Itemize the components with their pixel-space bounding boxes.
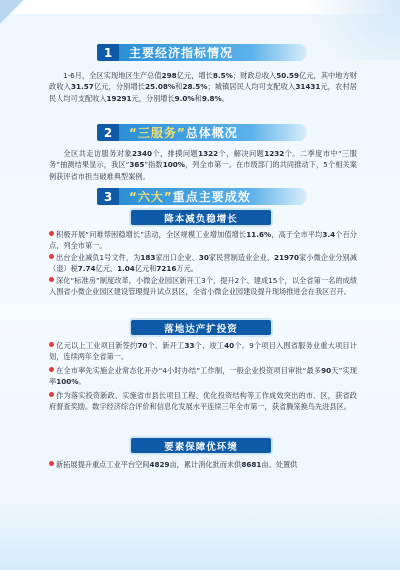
text-run: 。	[221, 93, 229, 103]
text-run: 作为落实投资新政、实施省市县长项目工程、优化投资结构等工作成效突出的市、区，获省政府督查奖励。数字经济综合评价和信息化发展水平连续三年全市第一，获省腾笼换鸟先进县区。	[49, 391, 357, 412]
paragraph-content	[49, 366, 357, 386]
text-run: 和	[194, 93, 202, 103]
text-run: 亿元和	[134, 264, 157, 274]
subsection-header-cost-reduction: 降本减负稳增长	[131, 210, 271, 225]
bold-figure: 70	[137, 341, 148, 350]
bullet-icon	[49, 461, 54, 466]
bullet-icon	[49, 254, 54, 259]
bullet-icon	[49, 231, 54, 236]
bold-figure: 11.6%	[246, 230, 272, 239]
bold-figure: 33	[184, 341, 195, 350]
bullet-icon	[49, 392, 54, 397]
paragraph-content	[49, 71, 357, 103]
bold-figure: 1.04	[117, 264, 135, 274]
text-run: 个、新开工	[147, 341, 185, 350]
bottom-wave-decoration	[0, 510, 400, 570]
subsection-2-paragraph-1	[49, 340, 357, 363]
section-1-title-text: 主要经济指标情况	[129, 46, 234, 60]
bold-figure: 21970	[274, 253, 300, 262]
bullet-icon	[49, 367, 54, 372]
subsection-1-paragraph-1	[49, 229, 357, 252]
text-run: 全区共走访服务对象	[63, 149, 132, 158]
text-run: 深化“标准房”制度改革，小微企业园区新开工3个、提升2个、建成15个，以全省第一名的成绩入围省小微企业园区建设管理提升试点县区，全省小微企业园建设提升现场推进会在我区召开。	[49, 276, 357, 297]
text-run: 个。9个项目入围省服务业重大项目计划，连续两年全省第一。	[49, 341, 357, 362]
paragraph-content	[49, 149, 357, 181]
text-run: 出台企业减负1号文件，为	[56, 253, 141, 262]
text-run: 天”实现率	[49, 366, 357, 387]
subsection-1-paragraph-2	[49, 252, 357, 275]
bold-figure: 100%	[56, 377, 79, 387]
section-2-paragraph	[49, 148, 357, 182]
text-run: 新拓展提升重点工业平台空间	[56, 460, 150, 469]
subsection-3-paragraph-1	[49, 459, 357, 470]
text-run: ，高于全市平均	[271, 230, 323, 239]
subsection-2-paragraph-2	[49, 365, 357, 388]
text-run: 个，解决问题	[218, 149, 265, 158]
bold-figure: 28.5%	[182, 82, 208, 92]
bullet-icon	[49, 277, 54, 282]
bold-figure: 30	[198, 253, 209, 262]
section-3-number: 3	[97, 188, 119, 205]
bold-figure: 31.57	[70, 82, 94, 92]
text-run: 个百分点，列全市第一。	[49, 230, 357, 251]
text-run: 万元。	[176, 264, 198, 274]
section-2-title	[119, 124, 307, 141]
text-run: 家民营制造业企业、	[208, 253, 275, 262]
bold-figure: 90	[321, 366, 332, 375]
bold-figure: 7.74	[77, 264, 96, 274]
text-run: 家出口企业、	[155, 253, 199, 262]
paragraph-content	[56, 460, 297, 469]
paragraph-content	[49, 253, 357, 273]
section-3-title	[119, 188, 307, 205]
section-3-title-quoted: “六大”	[129, 190, 173, 204]
text-run: 元，分别增长	[131, 93, 175, 103]
bold-figure: 31431	[295, 82, 321, 92]
text-run: 亩，累计消化批而未供	[169, 460, 242, 469]
bold-figure: 365	[129, 160, 145, 170]
bold-figure: 3.4	[322, 230, 336, 239]
text-run: ；城镇居民人均可支配收入	[207, 82, 296, 92]
text-run: 亿元，增长	[176, 71, 213, 80]
text-run: 家小微企业分别减（退）税	[49, 253, 357, 274]
bold-figure: 100%	[162, 160, 185, 170]
bold-figure: 183	[140, 253, 156, 262]
text-run: 亿元，其中地方财政收入	[49, 71, 357, 92]
text-run: ，列全市第一。在市级部门的共同推动下，5个相关案例获评省市担当破难典型案例。	[49, 160, 357, 181]
bold-figure: 1232	[264, 149, 285, 158]
text-run: 元，农村居民人均可支配收入	[49, 82, 357, 103]
text-run: 亩、处置供	[261, 460, 298, 469]
bold-figure: 50.59	[276, 71, 300, 80]
text-run: 1-6月，全区实现地区生产总值	[63, 71, 162, 80]
section-1-title	[119, 44, 307, 61]
paragraph-content	[49, 276, 357, 296]
section-1-paragraph	[49, 70, 357, 104]
section-2-title-rest: 总体概况	[185, 126, 238, 140]
bold-figure: 7216	[156, 264, 177, 274]
section-1-header	[97, 44, 307, 61]
bold-figure: 19291	[106, 93, 132, 103]
text-run: 积极开展“问难帮困稳增长”活动，全区规模工业增加值增长	[56, 230, 247, 239]
subsection-header-investment: 落地达产扩投资	[131, 320, 271, 335]
text-run: 亿元，分别增长	[93, 82, 146, 92]
text-run: 。	[78, 377, 86, 387]
section-1-number: 1	[97, 44, 119, 61]
bold-figure: 8.5%	[212, 71, 233, 80]
text-run: 亿元以上工业项目新签约	[56, 341, 138, 350]
bold-figure: 2340	[131, 149, 152, 158]
text-run: 个，排摸问题	[151, 149, 199, 158]
paragraph-content	[49, 230, 357, 250]
text-run: 和	[175, 82, 183, 92]
bold-figure: 9.0%	[174, 93, 195, 103]
bold-figure: 8681	[241, 460, 262, 469]
text-run: 个。二季度市中“三服务”抽测结果显示，我区“	[49, 149, 357, 170]
section-3-header	[97, 188, 307, 205]
section-2-header	[97, 124, 307, 141]
text-run: 亿元、	[95, 264, 118, 274]
bullet-icon	[49, 342, 54, 347]
bold-figure: 25.08%	[145, 82, 176, 92]
section-3-title-rest: 重点主要成效	[172, 190, 251, 204]
bold-figure: 4829	[149, 460, 170, 469]
section-2-title-quoted: “三服务”	[129, 126, 186, 140]
text-run: 个、竣工	[194, 341, 225, 350]
section-2-number: 2	[97, 124, 119, 141]
bold-figure: 9.8%	[201, 93, 222, 103]
subsection-header-factor-guarantee: 要素保障优环境	[131, 438, 271, 453]
text-run: ；财政总收入	[232, 71, 277, 80]
bold-figure: 40	[224, 341, 235, 350]
corner-decoration-left	[0, 0, 26, 26]
bold-figure: 1322	[198, 149, 219, 158]
subsection-1-paragraph-3	[49, 275, 357, 298]
paragraph-content	[49, 391, 357, 411]
text-run: ”指数	[144, 160, 163, 170]
subsection-2-paragraph-3	[49, 390, 357, 413]
paragraph-content	[49, 341, 357, 361]
text-run: 在全市率先实施企业常态化开办“4小时办结”工作制，一般企业投资项目审批“最多	[56, 366, 322, 375]
bold-figure: 298	[161, 71, 177, 80]
